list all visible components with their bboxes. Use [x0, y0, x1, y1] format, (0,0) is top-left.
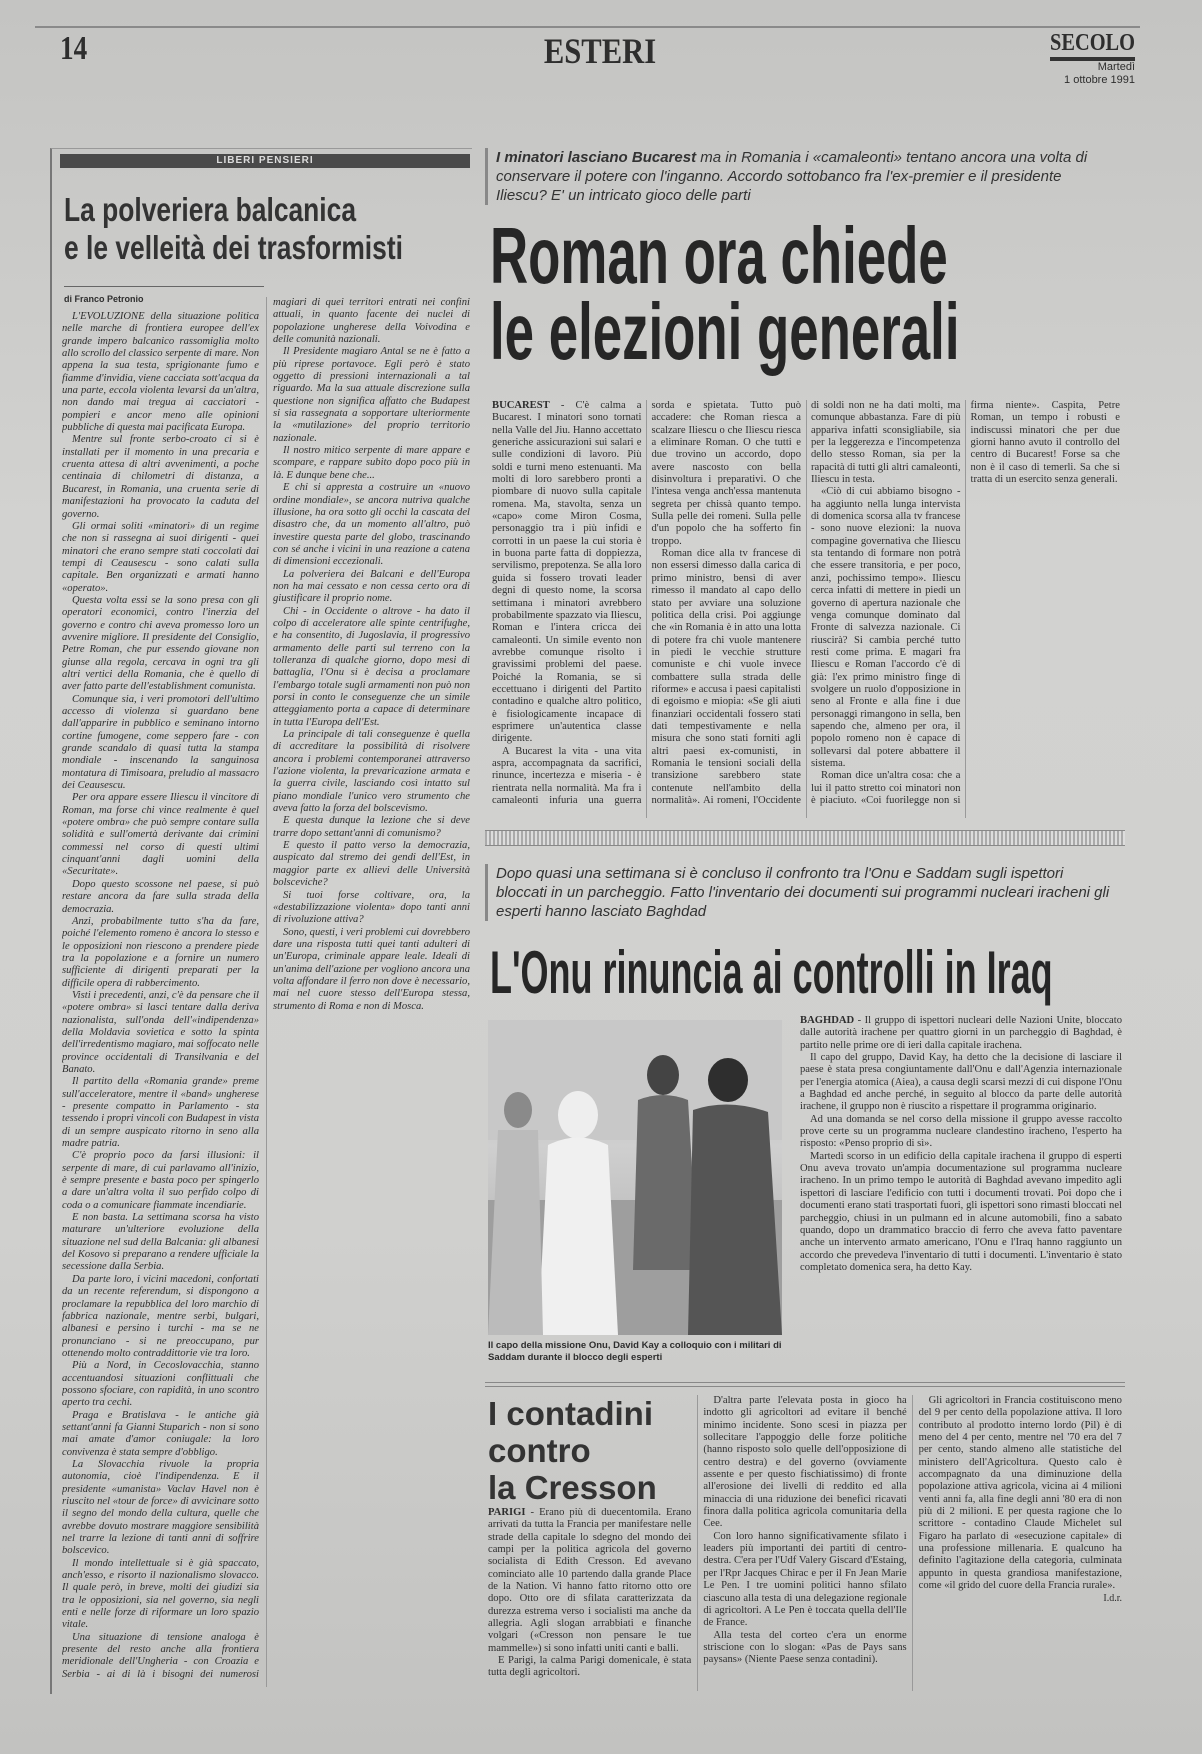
paragraph-text: Anzi, probabilmente tutto s'ha da fare, poiché l'elemento romeno è ancora lo stesso e le opposizioni non riescono a prendere piede tra la popolazione e a fornire un numero sufficiente di dirigenti preparati per la difficile opera di rabbercimento. [62, 915, 259, 989]
article-paragraph [62, 1212, 259, 1274]
deck-lead: I minatori lasciano Bucarest [496, 149, 697, 166]
paragraph-text: Il Presidente magiaro Antal se ne è fatto a più riprese portavoce. Egli però è stato oggetto di pressioni internazionali a tal riguardo. Ma la sua attuale discrezione sulla questione non significa affatto che Budapest si sia rassegnata a sopportare ulteriormente la «mutilazione» del proprio territorio nazionale. [273, 346, 470, 444]
article-paragraph [62, 792, 259, 878]
article-paragraph [273, 445, 470, 482]
paragraph-text: Con loro hanno significativamente sfilato i leaders più importanti dei partiti di centro-destra. C'era per l'Udf Valery Giscard d'Estaing, per l'Rpr Jacques Chirac e per il Fn Jean Marie Le Pen. I tre uomini politici hanno sfilato ciascuno alla testa di una delegazione regionale di agricoltori. A Le Pen è toccata quella dell'Ile de France. [703, 1530, 907, 1629]
paragraph-text: Comunque sia, i veri promotori dell'ultimo accesso di violenza si guardano bene dall'apparire in pubblico e seminano intorno cortine fumogene, come seppero fare - con grande scandalo di quasi tutta la stampa mondiale - inscenando la sanguinosa montatura di Timisoara, preludio al massacro dei Ceausescu. [62, 693, 259, 792]
headline-line-2: le elezioni generali [490, 287, 960, 376]
paragraph-text: - C'è calma a Bucarest. I minatori sono tornati nella Valle del Jiu. Hanno accettato generiche assicurazioni sui salari e sulle condizioni di lavoro. Più soldi e turni meno estenuanti. Ma molti di loro sarebbero pronti a piombare di nuovo sulla capitale romena. Ma, stavolta, senza un «capo» come Miron Cosma, personaggio tra i più infidi e corrotti in un paese la cui storia è in buona parte fatta di doppiezza, servilismo, prepotenza. Se alla loro guida si fossero trovati leader degni di questo nome, la scorsa settimana i minatori avrebbero probabilmente spazzato via Iliescu, Roman e l'intera cricca dei camaleonti. Un simile evento non avrebbe comunque risolto i gravissimi problemi del paese. Poiché la Romania, se si eccettuano i dirigenti del Partito contadino e qualche altro politico, è fisiologicamente incapace di esprimere un'autentica classe dirigente. [492, 400, 642, 745]
paragraph-text: La polveriera dei Balcani e dell'Europa non ha mai cessato e non cessa certo ora di giustificare il proprio nome. [273, 568, 470, 605]
article-paragraph [273, 927, 470, 1013]
iraq-deck: Dopo quasi una settimana si è concluso il confronto tra l'Onu e Saddam sugli ispettori bloccati in un parcheggio. Fatto l'inventario dei documenti sui programmi nucleari iracheni gli esperti hanno lasciato Baghdad [485, 864, 1116, 921]
paragraph-text: Il capo del gruppo, David Kay, ha detto che la decisione di lasciare il paese è stata presa congiuntamente dall'Onu e dall'Agenzia internazionale per l'energia atomica (Aiea), a causa degli scarsi mezzi di cui dispone l'Onu a Baghdad ed anche perché, in seguito al blocco da parte delle autorità irachene, il gruppo non è riuscito a rispettare il programma originario. [800, 1052, 1122, 1113]
page-number: 14 [60, 30, 88, 67]
paragraph-text: Gli agricoltori in Francia costituiscono meno del 9 per cento della popolazione attiva. Il loro contributo al prodotto interno lordo (Pil) è di meno del 4 per cento, mentre nel '70 era del 7 per cento, stando almeno alle statistiche del ministero dell'Agricoltura. Questo calo è accompagnato da una diminuzione della popolazione attiva agricola, vicina ai 4 milioni venti anni fa, alla fine degli anni '80 era di non più di 2 milioni. E per questa ragione che lo scrittore - contadino Claude Michelet sul Figaro ha parlato di «esecuzione capitale» di una professione millenaria. E qualcuno ha definito l'agitazione della categoria, culminata appunto in questa grandiosa manifestazione, come «il grido del cuore della Francia rurale». [918, 1395, 1122, 1592]
dateline: PARIGI [488, 1507, 526, 1518]
paragraph-text: Il partito della «Romania grande» preme sull'acceleratore, mentre il «band» ungherese - presente compatto in Parlamento - sta tessendo i propri vincoli con Budapest in vista di un sempre auspicato ritorno in seno alla madre patria. [62, 1076, 259, 1150]
article-paragraph [273, 569, 470, 606]
article-paragraph [273, 346, 470, 445]
rubric-bar: LIBERI PENSIERI [60, 154, 470, 168]
paragraph-text: - Erano più di duecentomila. Erano arrivati da tutta la Francia per manifestare nelle strade della capitale lo sdegno del mondo dei campi per la politica agricola del governo socialista di Edith Cresson. Ed avevano cominciato alle 10 partendo dalla grande Place de la Nation. Vi hanno fatto ritorno otto ore dopo. Otto ore di sfilata caratterizzata da durezza estrema verso i socialisti ma anche da allegria. Agli slogan arrabbiati e finanche volgari («Cresson non pensare le tue mammelle») si sono infatti uniti canti e balli. [488, 1507, 692, 1654]
article-paragraph [800, 1114, 1122, 1151]
opinion-headline [64, 191, 403, 267]
paragraph-text: Una situazione di tensione analoga è presente del resto anche alla frontiera meridionale dell'Ungheria - con Croazia e Serbia - ai di là i bisogni dei numerosi magiari di quei territori entrati nei confini attuali, in quanto facente dei nuclei di popolazione ungherese della Voivodina e delle comunità nazionali. [62, 297, 470, 1680]
paragraph-text: Per ora appare essere Iliescu il vincitore di Roman, ma forse chi vince realmente è quel «potere ombra» che può sempre contare sulla solidità e sull'omertà derivante dai crimini commessi nel corso di questi ultimi cinquant'anni dagli uomini della «Securitate». [62, 792, 259, 878]
article-paragraph [800, 1052, 1122, 1114]
article-paragraph [62, 1274, 259, 1360]
article-paragraph [492, 400, 642, 746]
paragraph-text: Il nostro mitico serpente di mare appare e scompare, e rappare subito dopo poco più in là. E dunque bene che... [273, 445, 470, 481]
article-paragraph [488, 1655, 691, 1680]
paragraph-text: E questa dunque la lezione che si deve trarre dopo settant'anni di comunismo? [273, 815, 470, 839]
article-paragraph [62, 694, 259, 793]
article-paragraph [273, 890, 470, 927]
paragraph-text: E chi si appresta a costruire un «nuovo ordine mondiale», se ancora nutriva qualche illusione, ha ora sotto gli occhi la cascata del disastro che, da un momento all'altro, può investire questa parte del globo, trascinando con sé anche i vicini in una reazione a catena di dimensioni eccezionali. [273, 482, 470, 568]
paragraph-text: Gli ormai soliti «minatori» di un regime che non si rassegna ai suoi dirigenti - quei minatori che erano sempre stati coccolati dai tempi di Ceausescu - sono calati sulla capitale. Ben organizzati e armati hanno «operato». [62, 520, 259, 594]
opinion-body [62, 297, 470, 1687]
roman-headline [490, 211, 960, 376]
article-paragraph [811, 486, 961, 770]
section-separator-2 [485, 1382, 1125, 1387]
logo-name: SECOLO [1050, 30, 1135, 61]
paragraph-text: - Il gruppo di ispettori nucleari delle Nazioni Unite, bloccato dalle autorità irachene per quattro giorni in un parcheggio di Baghdad, è partito nelle prime ore di ieri dalla capitale irachena. [800, 1015, 1122, 1051]
article-paragraph [919, 1395, 1122, 1593]
paragraph-text: C'è proprio poco da farsi illusioni: il serpente di mare, di cui parlavamo all'inizio, è sempre presente e basta poco per spingerlo a dare un'altra volta il suo perfido colpo di coda o a comunicare fiammate incendiarie. [62, 1150, 259, 1211]
headline-line-1: Roman ora chiede [490, 211, 948, 300]
paragraph-text: Alla testa del corteo c'era un enorme striscione con lo slogan: «Pas de Pays sans paysans» (Niente Paese senza contadini). [703, 1629, 907, 1666]
section-title: ESTERI [543, 31, 657, 71]
headline-line-1: La polveriera balcanica [64, 191, 357, 228]
article-paragraph [62, 990, 259, 1076]
article-paragraph [62, 434, 259, 520]
paragraph-text: Roman dice alla tv francese di non essersi dimesso dalla carica di primo ministro, bensì di aver rimesso il mandato al capo dello stato per avviare una soluzione politica della crisi. Poi aggiunge che «in Romania è in atto una lotta di potere fra chi vuole mantenere in piedi le vecchie strutture comuniste e chi vuole invece combattere sulla strada delle riforme» e accusa i paesi capitalisti di egoismo e miopia: «Se gli aiuti finanziari occidentali fossero stati dati tempestivamente e nella misura che sono stati forniti agli altri paesi ex-comunisti, in Romania le tensioni sociali della transizione sarebbero state contenute nell'ambito della normalità». Ai romeni, l'Occidente di soldi non ne ha dati molti, ma comunque abbastanza. Fare di più appariva infatti sconsigliabile, sia per la leggerezza e l'incompetenza dello stesso Roman, sia per la rapacità di tutti gli altri camaleonti, Iliescu in testa. [651, 400, 961, 806]
paragraph-text: Praga e Bratislava - le antiche già settant'anni fa Gianni Stuparich - non si sono mai amate d'amor coniugale: la loro convivenza è stata sempre d'obbligo. [62, 1409, 259, 1458]
iraq-body [800, 1015, 1122, 1330]
dateline: BAGHDAD [800, 1015, 855, 1026]
issue-date: 1 ottobre 1991 [1064, 74, 1135, 86]
paragraph-text: Da parte loro, i vicini macedoni, confortati da un recente referendum, si dispongono a proclamare la repubblica del loro marchio di fabbrica nazionale, mentre serbi, bulgari, albanesi e persino i turchi - ma se ne pronunciano - si ne preoccupano, pur ottenendo molto contraddittorie vie tra loro. [62, 1273, 259, 1359]
paragraph-text: A Bucarest la vita - una vita aspra, accompagnata da sacrifici, rinunce, incertezza e miseria - è rientrata nella normalità. Ma fra i camaleonti infuria una guerra sorda e spietata. Tutto può accadere: che Roman riesca a scalzare Iliescu o che Iliescu riesca a eliminare Roman. O che tutti e due trovino un accordo, dopo avere nascosto con bella disinvoltura i preparativi. O che l'intesa venga anch'essa mantenuta segreta per chissà quanto tempo. Sulla pelle dei romeni. Sulla pelle d'un popolo che ha sofferto fin troppo. [492, 400, 801, 806]
article-paragraph [800, 1151, 1122, 1274]
article-paragraph [273, 606, 470, 729]
issue-day: Martedì [1097, 61, 1135, 73]
article-paragraph [488, 1507, 691, 1655]
section-separator [485, 830, 1125, 846]
byline-rule [64, 286, 264, 287]
article-paragraph [273, 482, 470, 568]
article-paragraph [703, 1395, 906, 1531]
paragraph-text: Mentre sul fronte serbo-croato ci si è installati per il momento in una precaria e cruenta attesa di altri avvenimenti, a poche centinaia di chilometri di distanza, a Bucarest, in Romania, una cruenta serie di manifestazioni ha provocato la caduta del governo. [62, 434, 259, 520]
paragraph-text: Più a Nord, in Cecoslovacchia, stanno accentuandosi situazioni conflittuali che possono sfociare, con rapidità, in uno scontro aperto tra cechi. [62, 1360, 259, 1409]
news-photo [488, 1020, 782, 1335]
dateline: BUCAREST [492, 400, 550, 411]
cresson-body [488, 1395, 1122, 1691]
paragraph-text: Martedì scorso in un edificio della capitale irachena il gruppo di esperti Onu aveva trovato un'ampia documentazione sul programma nucleare iracheno. In un primo tempo le autorità di Baghdad avevano impedito agli ispettori di lasciare l'edificio con tutti i documenti trovati. Poi dopo che i documenti erano stati trasportati fuori, gli ispettori sono rimasti bloccati nel parcheggio, chiusi in un pulmann ed in alcune automobili, fino a sabato quando, dopo un drammatico braccio di ferro che aveva fatto paventare anche un intervento armato americano, l'Onu e l'Iraq hanno raggiunto un accordo che prevedeva l'inventario di tutti i documenti. L'inventario è stato completato domenica sera, ha detto Kay. [800, 1150, 1122, 1273]
article-paragraph [62, 1150, 259, 1212]
author-signature: I.d.r. [1103, 1592, 1122, 1604]
paragraph-text: Il mondo intellettuale si è già spaccato, anch'esso, e risorto il nazionalismo slovacco. Il quale però, in breve, molti dei giudizi sia tra le opposizioni, sia nel governo, sia negli enti e nelle forze di riformare un loro spazio vitale. [62, 1557, 259, 1631]
headline-line-3: la Cresson [488, 1469, 657, 1506]
article-paragraph [800, 1015, 1122, 1052]
article-paragraph [62, 1558, 259, 1632]
paragraph-text: La principale di tali conseguenze è quella di accreditare la possibilità di risolvere ancora i problemi contemporanei attraverso l'azione violenta, la prevaricazione armata e la guerra civile, lasciando così intatto sul piano mondiale l'unico vero strumento che aveva fatto la forza del bolscevismo. [273, 729, 470, 815]
article-paragraph [62, 1076, 259, 1150]
photo-soldiers-and-inspector [488, 1020, 782, 1335]
paragraph-text: E Parigi, la calma Parigi domenicale, è stata tutta degli agricoltori. [488, 1655, 692, 1679]
top-rule [35, 26, 1140, 28]
headline-space [488, 1395, 691, 1507]
photo-caption: Il capo della missione Onu, David Kay a colloquio con i militari di Saddam durante il blocco degli esperti [488, 1340, 782, 1363]
paragraph-text: «Ciò di cui abbiamo bisogno - ha aggiunto nella lunga intervista di domenica scorsa alla tv francese - sono nuove elezioni: la nuova compagine governativa che Iliescu sta tentando di formare non potrà che essere transitoria, e per poco, anzi, pochissimo tempo». Iliescu cerca infatti di mettere in piedi un governo di apertura nazionale che venga comunque dominato dal Fronte di salvezza nazionale. Ci riuscirà? Si cambia perché tutto resti come prima. E magari fra Iliescu e Roman l'accordo c'è di già: l'ex primo ministro finge di svolgere un ruolo d'opposizione in seno al Fronte e alla fine i due personaggi rimangono in sella, ben sapendo che, almeno per ora, il popolo romeno non è capace di sollevarsi dal potere abbattere il sistema. [811, 486, 961, 769]
article-paragraph [62, 1459, 259, 1558]
roman-deck [485, 148, 1116, 205]
paragraph-text: Visti i precedenti, anzi, c'è da pensare che il «potere ombra» si lasci tentare dalla deriva nazionalista, sull'onda dell'«indipendenza» della Moldavia sovietica e sotto la spinta dell'irredentismo magiaro, mai soffocato nelle province occidentali di Transilvania e del Banato. [62, 989, 259, 1075]
article-paragraph [703, 1630, 906, 1667]
article-paragraph [273, 729, 470, 815]
headline-line-2: contro [488, 1432, 591, 1469]
paragraph-text: Si tuoi forse coltivare, ora, la «destabilizzazione violenta» dopo tanti anni di rivoluzione attiva? [273, 889, 470, 926]
newspaper-logo [1020, 30, 1135, 87]
paragraph-text: Roman dice un'altra cosa: che a lui il patto stretto coi minatori non è piaciuto. «Coi fuorilegge non si firma niente». Caspita, Petre Roman, un tempo i robusti e indiscussi minatori che per due giorni hanno avuto il controllo del centro di Bucarest! Forse sa che non è il caso di temerli. Sa che si tratta di un esercito senza generali. [811, 400, 1120, 806]
paragraph-text: E questo il patto verso la democrazia, auspicato dal stremo dei gendi dell'Est, in maggior parte ex allievi delle Università bolsceviche? [273, 840, 470, 889]
paragraph-text: Questa volta essi se la sono presa con gli operatori economici, contro l'inerzia del governo e contro chi aveva promesso loro un avvenire migliore. Il presidente del Consiglio, Petre Roman, che pur essendo giovane non giunse alla regola, cercava in ogni tra gli altri vertici della Romania, che è quello di aver fatto parte dell'establishment comunista. [62, 594, 259, 693]
paragraph-text: Sono, questi, i veri problemi cui dovrebbero dare una risposta tutti quei tanti adulteri di un'Europa, criminale appare leale. Ideali di un'anima dell'azione per vogliono ancora una volta affondare il ferro non dove è necessario, mai nel cuore stesso dell'Europa stessa, strumento di Roma e non di Mosca. [273, 926, 470, 1012]
article-paragraph [62, 1360, 259, 1409]
paragraph-text: Chi - in Occidente o altrove - ha dato il colpo di acceleratore alle spinte centrifughe, e ha consentito, di Jugoslavia, il progressivo armamento delle parti sul terreno con la tolleranza di qualche giorno, dopo mesi di battaglia, l'Onu si è decisa a proclamare l'embargo totale sugli armamenti non può non porsi in conto le conseguenze che un simile atteggiamento porta a capace di determinare in tutta l'Europa dell'Est. [273, 605, 470, 728]
article-paragraph [62, 916, 259, 990]
article-paragraph [273, 815, 470, 840]
byline: di Franco Petronio [64, 294, 144, 304]
article-paragraph [62, 521, 259, 595]
paragraph-text: Dopo questo scossone nel paese, si può restare ancora da fare sulla strada della democrazia. [62, 878, 259, 915]
roman-body [492, 400, 1120, 818]
paragraph-text: L'EVOLUZIONE della situazione politica nelle marche di frontiera europee dell'ex grande impero balcanico rassomiglia molto allo scrollo del classico serpente di mare. Non appena la sua testa, sprigionante fumo e fiamme d'invidia, viene cacciata sott'acqua da una parte, eccola violenta levarsi da un'altra, non dando mai tregua ai cacciatori - pompieri e ancor meno alle opinioni pubbliche di questa mai pacificata Europa. [62, 311, 259, 434]
article-paragraph [273, 840, 470, 889]
headline-line-1: I contadini [488, 1395, 653, 1432]
article-paragraph [62, 1410, 259, 1459]
paragraph-text: E non basta. La settimana scorsa ha visto maturare un'ulteriore evoluzione della situazione nel sud della Balcania: gli albanesi del Kosovo si preparano a rendere ufficiale la secessione dalla Serbia. [62, 1212, 259, 1273]
paragraph-text: D'altra parte l'elevata posta in gioco ha indotto gli agricoltori ad evitare il benché minimo incidente. Sono scesi in piazza per sollecitare l'appoggio delle forze politiche (hanno risposto solo quelle dell'opposizione di centro destra) e del governo (ovviamente assente e per questo fischiatissimo) di fronte all'erosione dei livelli di reddito ed alla minaccia di una riduzione dei benefici ricavati finora dalla politica agricola comunitaria della Cee. [703, 1395, 907, 1530]
paragraph-text: La Slovacchia rivuole la propria autonomia, cioè l'indipendenza. E il presidente «umanista» Vaclav Havel non è riuscito nel «tour de force» di avvicinare sotto il segno del mondo della cultura, quelle che avrebbe dovuto mostrare maggiore sensibilità nel trarre la lezione di tanti anni di soffrire bolscevico. [62, 1458, 259, 1557]
article-paragraph [62, 879, 259, 916]
iraq-headline: L'Onu rinuncia ai controlli in Iraq [490, 939, 1053, 1006]
paragraph-text: Ad una domanda se nel corso della missione il gruppo avesse raccolto prove certe su un programma nucleare clandestino iracheno, l'esperto ha risposto: «Penso proprio di sì». [800, 1113, 1122, 1150]
article-paragraph [703, 1531, 906, 1630]
opinion-article [50, 148, 472, 1694]
headline-line-2: e le velleità dei trasformisti [64, 229, 403, 266]
deck-rest: ma in Romania i «camaleonti» tentano ancora una volta di conservare il potere con l'inganno. Accordo sottobanco fra l'ex-premier e il presidente Iliescu? E' un intricato gioco delle parti [496, 149, 1088, 204]
article-paragraph [62, 595, 259, 694]
article-paragraph [62, 311, 259, 434]
